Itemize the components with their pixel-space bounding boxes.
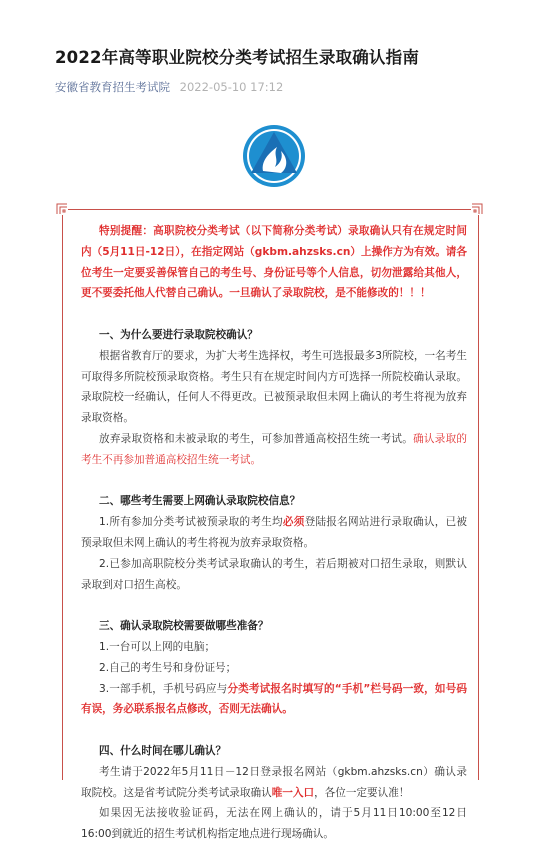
article-meta (55, 79, 283, 95)
section-heading-1: 一、为什么要进行录取院校确认？ (99, 328, 258, 341)
section-1-paragraph-1: 根据省教育厅的要求，为扩大考生选择权，考生可选报最多3所院校，一名考生可取得多所院校预录取资格。考生只有在规定时间内方可选择一所院校确认录取。录取院校一经确认，任何人不得更改。已被预录取但未网上确认的考生将视为放弃录取资格。 (81, 349, 467, 425)
frame-corner-ornament (471, 203, 483, 215)
ahzsks-emblem-icon (241, 123, 307, 189)
section-3-item-3: 3.一部手机，手机号码应与分类考试报名时填写的“手机”栏号码一致，如号码有误，务必联系报名点修改，否则无法确认。 (81, 682, 467, 716)
article-body (81, 221, 467, 845)
section-4-paragraph-2: 如果因无法接收验证码，无法在网上确认的，请于5月11日10:00至12日16:00到就近的招生考试机构指定地点进行现场确认。 (81, 807, 467, 841)
section-2-paragraph-2: 2.已参加高职院校分类考试录取确认的考生，若后期被对口招生录取，则默认录取到对口招生高校。 (81, 557, 467, 591)
publish-date: 2022-05-10 17:12 (179, 80, 284, 94)
section-1-paragraph-2: 放弃录取资格和未被录取的考生，可参加普通高校招生统一考试。确认录取的考生不再参加普通高校招生统一考试。 (81, 432, 468, 466)
special-notice: 特别提醒：高职院校分类考试（以下简称分类考试）录取确认只有在规定时间内（5月11日-12日），在指定网站（gkbm.ahzsks.cn）上操作方为有效。请各位考生一定要妥善保管自己的考生号、身份证号等个人信息，切勿泄露给其他人，更不要委托他人代替自己确认。一旦确认了录取院校，是不能修改的！！！ (81, 225, 467, 300)
section-heading-3: 三、确认录取院校需要做哪些准备？ (99, 620, 269, 633)
section-3-item-2: 2.自己的考生号和身份证号； (99, 661, 237, 674)
article-title: 2022年高等职业院校分类考试招生录取确认指南 (55, 48, 420, 67)
section-heading-4: 四、什么时间在哪儿确认？ (99, 744, 227, 757)
section-heading-2: 二、哪些考生需要上网确认录取院校信息？ (99, 495, 301, 508)
frame-corner-ornament (56, 203, 68, 215)
section-2-paragraph-1: 1.所有参加分类考试被预录取的考生均必须登陆报名网站进行录取确认，已被预录取但未网上确认的考生将视为放弃录取资格。 (81, 516, 468, 549)
author-link[interactable]: 安徽省教育招生考试院 (55, 80, 170, 94)
section-4-paragraph-1: 考生请于2022年5月11日－12日登录报名网站（gkbm.ahzsks.cn）确认录取院校。这是省考试院分类考试录取确认唯一入口，各位一定要认准！ (81, 765, 467, 799)
section-3-item-1: 1.一台可以上网的电脑； (99, 640, 216, 653)
